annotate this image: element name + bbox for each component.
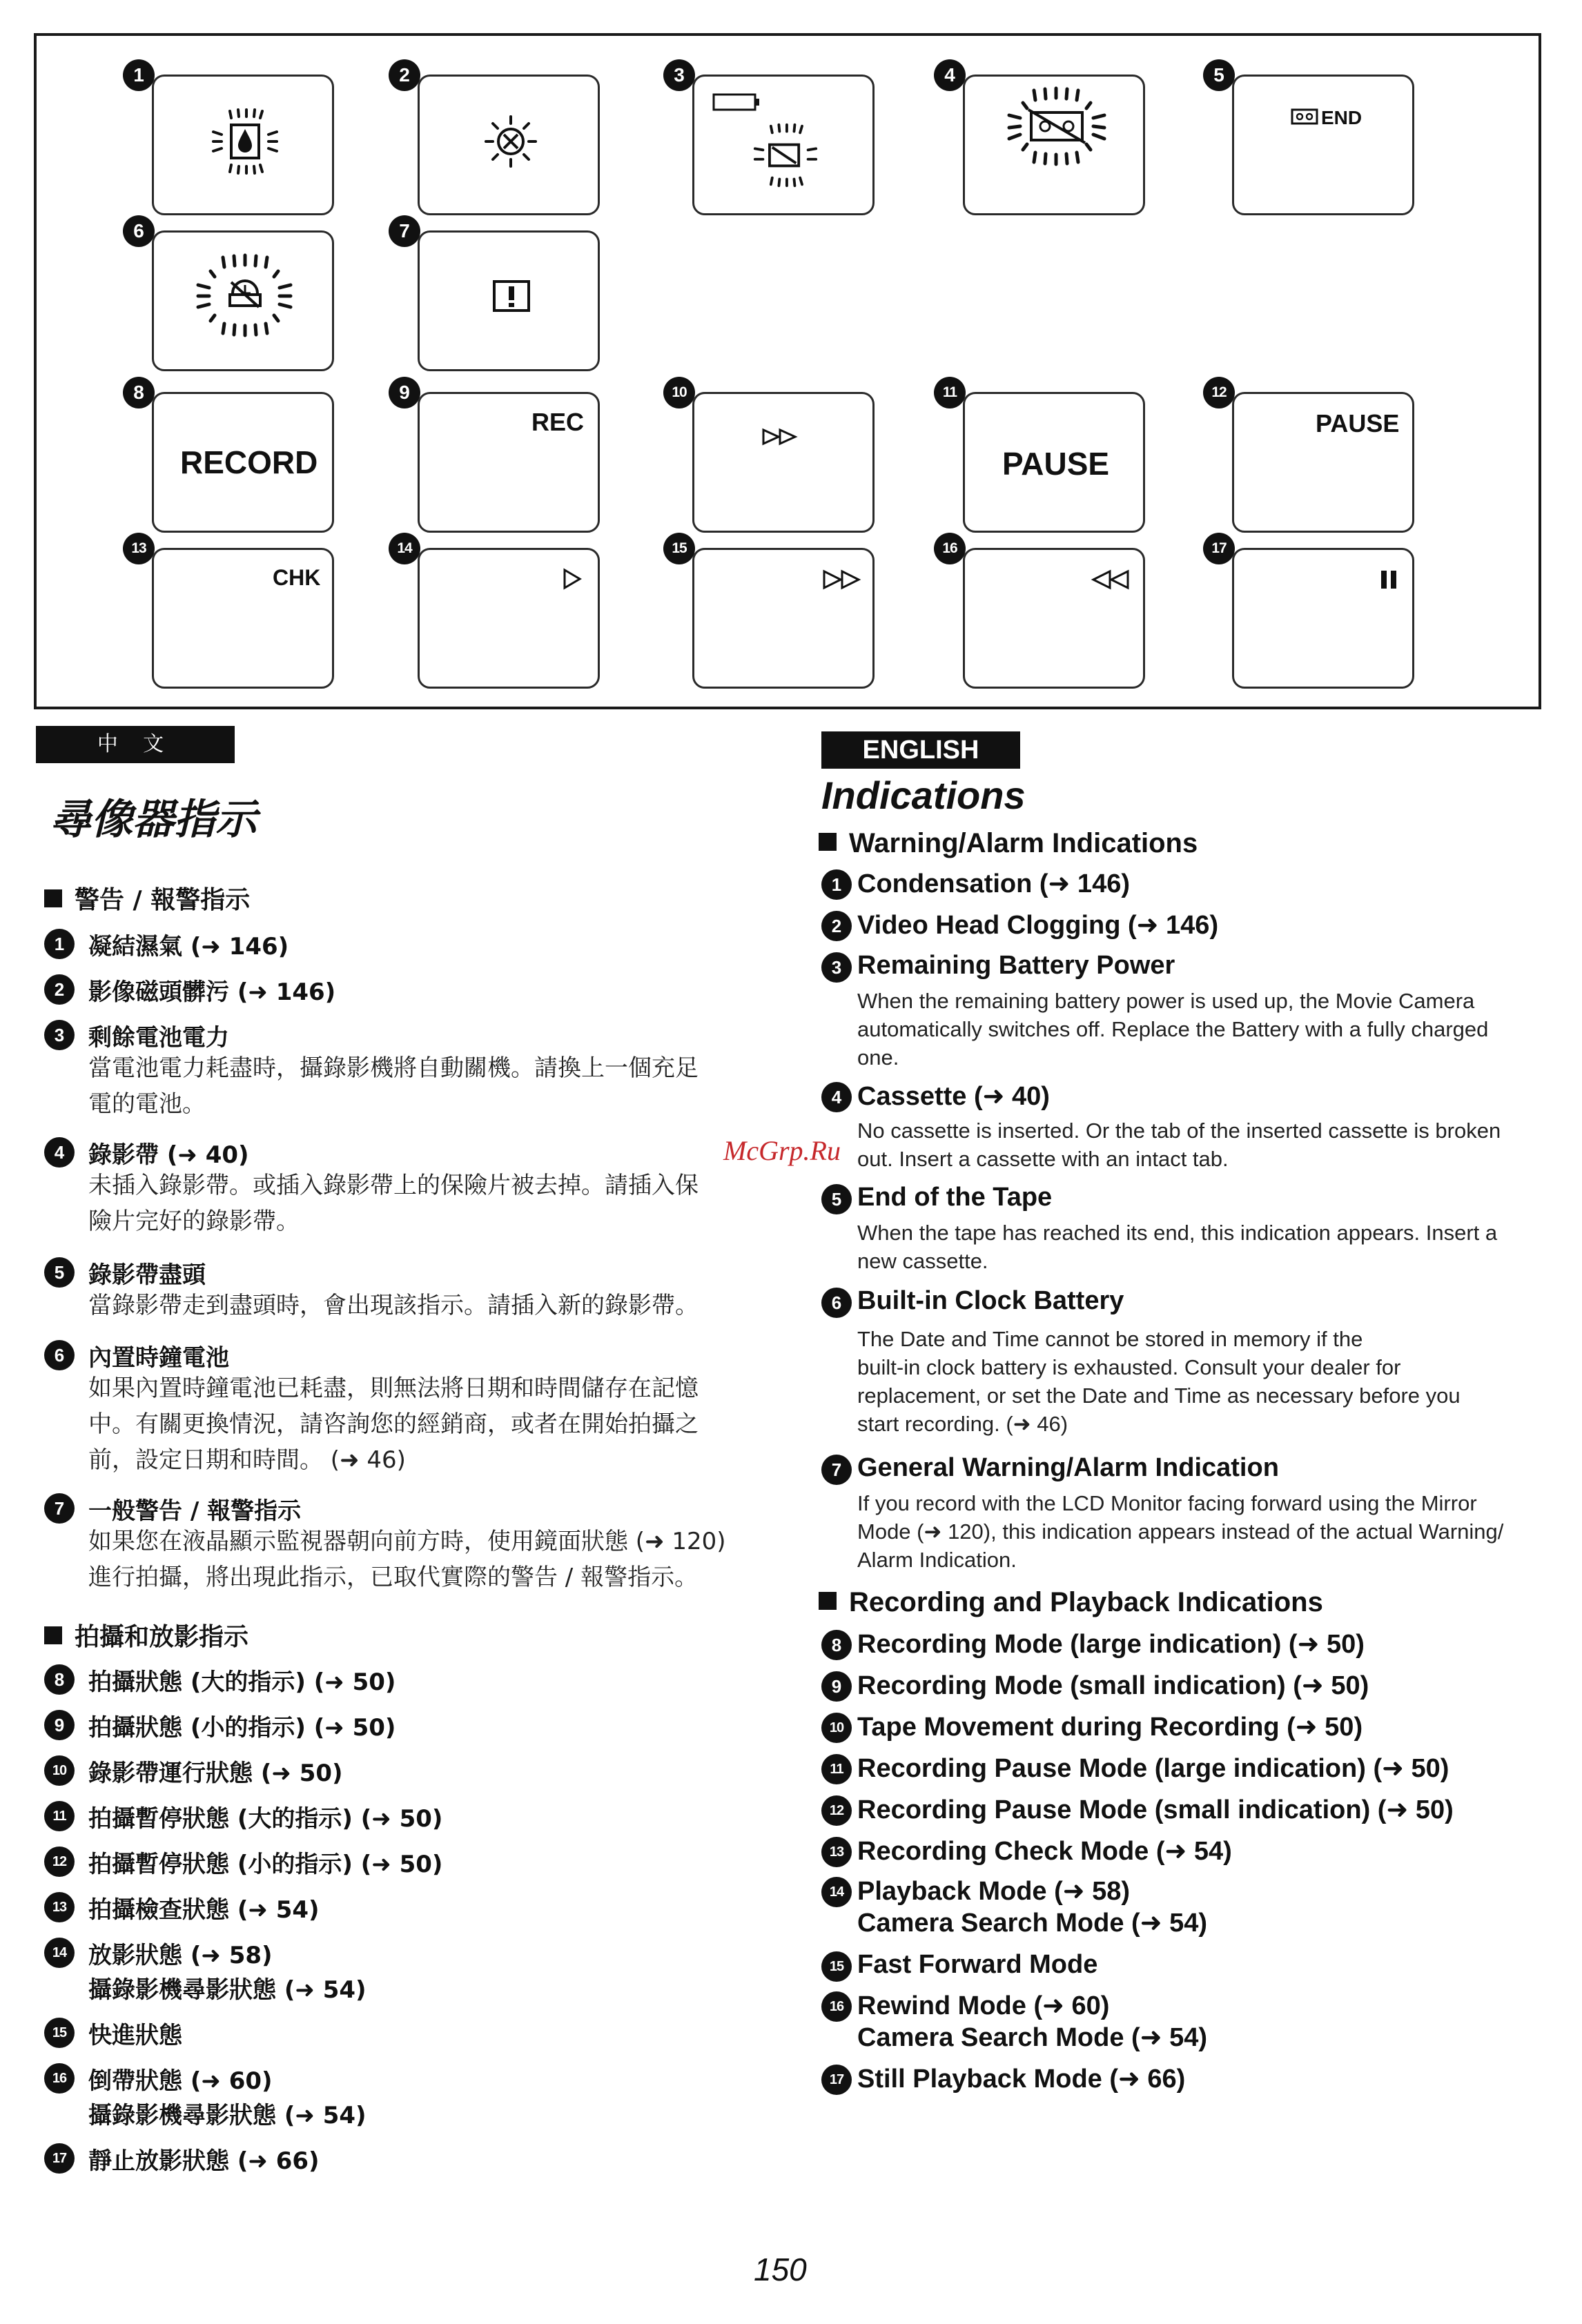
item-number: 15 [821,1951,852,1982]
indicator-number: 13 [123,533,155,564]
battery-level-icon [712,92,761,112]
item-heading: Fast Forward Mode [857,1950,1098,1979]
english-section-warning [819,828,1198,859]
item-body-line: out. Insert a cassette with an intact tab. [857,1147,1229,1171]
item-body-line: 如果內置時鐘電池已耗盡，則無法將日期和時間儲存在記憶 [88,1375,699,1402]
item-body-line: 如果您在液晶顯示監視器朝向前方時，使用鏡面狀態 (➜ 120) [88,1528,726,1555]
pause-label-large: PAUSE [1002,446,1110,482]
item-heading: Condensation (➜ 146) [857,869,1130,898]
item-number: 10 [821,1713,852,1743]
item-heading: Rewind Mode (➜ 60) [857,1991,1110,2020]
item-number: 7 [44,1493,75,1524]
item-number: 1 [821,869,852,900]
item-number: 14 [821,1877,852,1907]
item-number: 7 [821,1455,852,1485]
viewfinder-screen [963,548,1145,689]
item-subheading: Camera Search Mode (➜ 54) [857,2023,1208,2052]
record-label: RECORD [180,444,318,480]
item-number: 16 [44,2063,75,2094]
tape-forward-icon [761,427,799,446]
chinese-section-recording [44,1617,248,1653]
item-number: 12 [821,1795,852,1826]
indicator-number: 3 [663,59,695,91]
page-number: 150 [754,2252,807,2287]
item-heading: 快進狀態 [88,2022,182,2049]
english-language-label: ENGLISH [821,731,1020,769]
item-number: 11 [821,1754,852,1784]
indicator-number: 2 [389,59,420,91]
item-heading: 錄影帶 (➜ 40) [88,1141,249,1169]
item-heading: Still Playback Mode (➜ 66) [857,2065,1186,2094]
item-number: 5 [44,1257,75,1288]
item-number: 16 [821,1991,852,2022]
item-heading: General Warning/Alarm Indication [857,1453,1279,1482]
item-heading: 剩餘電池電力 [88,1024,229,1052]
item-heading: 放影狀態 (➜ 58) [88,1942,273,1969]
viewfinder-screen [152,392,334,533]
viewfinder-screen [418,230,600,371]
head-clog-icon [483,114,538,169]
item-heading: 拍攝暫停狀態 (大的指示) (➜ 50) [88,1805,443,1833]
english-section-recording [819,1587,1323,1618]
item-body-line: automatically switches off. Replace the Battery with a fully charged [857,1017,1489,1041]
viewfinder-screen [692,392,875,533]
item-heading: 一般警告 / 報警指示 [88,1497,302,1525]
item-heading: Recording Mode (small indication) (➜ 50) [857,1671,1369,1700]
item-body-line: 中。有關更換情況，請咨詢您的經銷商，或者在開始拍攝之 [88,1410,699,1438]
play-icon [562,568,583,590]
indicator-number: 9 [389,377,420,408]
viewfinder-screen [152,548,334,689]
viewfinder-screen [1232,392,1414,533]
section-label: 警告 / 報警指示 [75,886,251,914]
item-number: 12 [44,1847,75,1877]
item-number: 6 [821,1288,852,1318]
indicator-number: 5 [1203,59,1235,91]
item-number: 4 [821,1082,852,1112]
chinese-page-title: 尋像器指示 [50,796,257,844]
viewfinder-screen [418,75,600,215]
item-number: 8 [821,1630,852,1660]
item-heading: Video Head Clogging (➜ 146) [857,911,1219,940]
item-heading: Tape Movement during Recording (➜ 50) [857,1713,1363,1742]
end-label: END [1321,107,1363,128]
item-heading: 拍攝檢查狀態 (➜ 54) [88,1896,320,1924]
item-number: 11 [44,1801,75,1831]
item-body-line: When the tape has reached its end, this indication appears. Insert a [857,1221,1498,1245]
item-number: 14 [44,1938,75,1968]
rewind-icon [1089,569,1131,590]
item-body-line: replacement, or set the Date and Time as necessary before you [857,1383,1461,1408]
item-heading: 錄影帶盡頭 [88,1261,206,1289]
item-body-line: The Date and Time cannot be stored in memory if the [857,1327,1363,1351]
viewfinder-screen [963,75,1145,215]
item-heading: 拍攝暫停狀態 (小的指示) (➜ 50) [88,1851,443,1878]
english-page-title: Indications [821,774,1026,817]
chinese-section-warning [44,880,250,916]
fast-forward-icon [821,569,863,590]
rec-label: REC [531,408,585,436]
item-number: 13 [44,1892,75,1922]
item-heading: Cassette (➜ 40) [857,1082,1050,1111]
item-subheading: 攝錄影機尋影狀態 (➜ 54) [88,2102,367,2129]
indicator-number: 12 [1203,377,1235,408]
item-body-line: Mode (➜ 120), this indication appears instead of the actual Warning/ [857,1519,1504,1544]
item-body-line: 當電池電力耗盡時，攝錄影機將自動關機。請換上一個充足 [88,1054,699,1082]
section-label: Recording and Playback Indications [849,1587,1323,1617]
viewfinder-screen [1232,75,1414,215]
item-number: 1 [44,929,75,959]
indicator-number: 6 [123,215,155,247]
viewfinder-screen [418,392,600,533]
still-icon [1379,569,1398,590]
item-body-line: 未插入錄影帶。或插入錄影帶上的保險片被去掉。請插入保 [88,1172,699,1199]
item-heading: Playback Mode (➜ 58) [857,1877,1131,1906]
item-body-line: 進行拍攝，將出現此指示，已取代實際的警告 / 報警指示。 [88,1564,699,1591]
item-number: 10 [44,1755,75,1786]
item-body-line: one. [857,1045,899,1070]
item-number: 17 [821,2065,852,2095]
item-heading: Recording Pause Mode (small indication) (➜ 50) [857,1795,1454,1824]
item-heading: 影像磁頭髒污 (➜ 146) [88,978,336,1006]
item-heading: 拍攝狀態 (小的指示) (➜ 50) [88,1714,396,1742]
item-body-line: Alarm Indication. [857,1548,1017,1572]
item-heading: Remaining Battery Power [857,951,1175,980]
indicator-number: 16 [934,533,966,564]
item-number: 17 [44,2143,75,2174]
item-number: 3 [44,1020,75,1050]
item-heading: Recording Mode (large indication) (➜ 50) [857,1630,1365,1659]
item-heading: 錄影帶運行狀態 (➜ 50) [88,1760,343,1787]
bullet-square [819,1592,837,1610]
item-heading: Recording Check Mode (➜ 54) [857,1837,1232,1866]
viewfinder-screen [692,75,875,215]
item-number: 5 [821,1184,852,1214]
watermark[interactable]: McGrp.Ru [723,1135,841,1166]
viewfinder-screen [152,230,334,371]
viewfinder-screen [418,548,600,689]
bullet-square [819,833,837,851]
viewfinder-screen [1232,548,1414,689]
item-number: 15 [44,2018,75,2048]
item-body-line: built-in clock battery is exhausted. Consult your dealer for [857,1355,1401,1379]
battery-icon [752,122,819,188]
item-number: 3 [821,952,852,983]
item-number: 2 [44,974,75,1005]
indications-panel [34,33,1541,709]
item-number: 4 [44,1137,75,1168]
item-body-line: When the remaining battery power is used up, the Movie Camera [857,989,1475,1013]
tape-end-icon [1291,108,1318,125]
warning-icon [492,279,531,313]
item-heading: 拍攝狀態 (大的指示) (➜ 50) [88,1668,396,1696]
item-subheading: 攝錄影機尋影狀態 (➜ 54) [88,1976,367,2004]
indicator-number: 4 [934,59,966,91]
indicator-number: 1 [123,59,155,91]
item-heading: End of the Tape [857,1183,1053,1212]
item-body-line: 電的電池。 [88,1090,206,1118]
item-number: 13 [821,1837,852,1867]
clock-battery-icon [193,250,296,340]
item-body-line: No cassette is inserted. Or the tab of the inserted cassette is broken [857,1119,1501,1143]
item-number: 9 [44,1710,75,1740]
item-body-line: start recording. (➜ 46) [857,1412,1068,1436]
bullet-square [44,889,62,907]
item-body-line: If you record with the LCD Monitor facing forward using the Mirror [857,1491,1477,1515]
item-subheading: Camera Search Mode (➜ 54) [857,1909,1208,1938]
chinese-language-label: 中 文 [36,726,235,763]
indicator-number: 10 [663,377,695,408]
item-number: 2 [821,911,852,941]
item-heading: Built-in Clock Battery [857,1286,1124,1315]
item-body-line: 險片完好的錄影帶。 [88,1208,300,1235]
item-body-line: 當錄影帶走到盡頭時，會出現該指示。請插入新的錄影帶。 [88,1292,699,1319]
item-heading: Recording Pause Mode (large indication) (➜ 50) [857,1754,1449,1783]
cassette-icon [1005,85,1109,168]
item-body-line: new cassette. [857,1249,988,1273]
chk-label: CHK [273,565,321,590]
item-number: 8 [44,1664,75,1695]
item-heading: 凝結濕氣 (➜ 146) [88,933,289,961]
item-number: 6 [44,1340,75,1370]
indicator-number: 14 [389,533,420,564]
item-heading: 靜止放影狀態 (➜ 66) [88,2147,320,2175]
bullet-square [44,1626,62,1644]
viewfinder-screen [152,75,334,215]
item-heading: 倒帶狀態 (➜ 60) [88,2067,273,2095]
item-heading: 內置時鐘電池 [88,1344,229,1372]
condensation-icon [211,107,280,176]
section-label: 拍攝和放影指示 [75,1623,249,1651]
item-number: 9 [821,1671,852,1702]
item-body-line: 前，設定日期和時間。 (➜ 46) [88,1446,406,1474]
viewfinder-screen [692,548,875,689]
indicator-number: 15 [663,533,695,564]
pause-label-small: PAUSE [1316,409,1400,437]
indicator-number: 8 [123,377,155,408]
section-label: Warning/Alarm Indications [849,828,1198,858]
viewfinder-screen [963,392,1145,533]
indicator-number: 11 [934,377,966,408]
indicator-number: 7 [389,215,420,247]
indicator-number: 17 [1203,533,1235,564]
